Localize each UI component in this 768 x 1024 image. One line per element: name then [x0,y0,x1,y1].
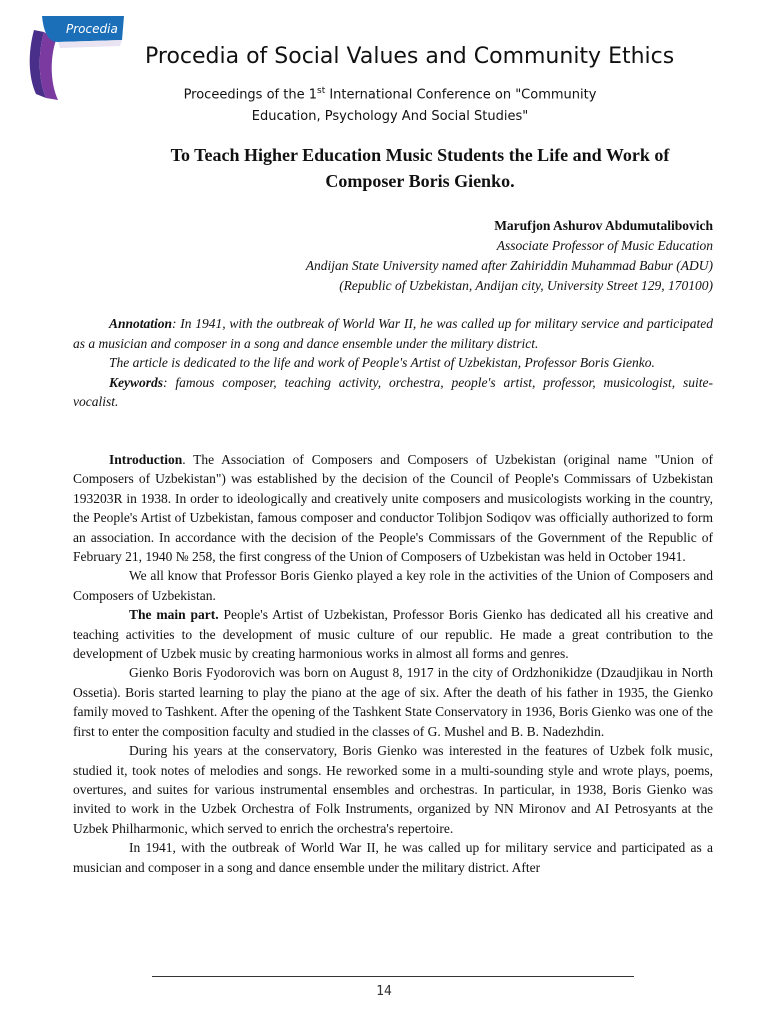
main-part-text: People's Artist of Uzbekistan, Professor Boris Gienko has dedicated all his creative and teaching activities to the development of music culture of our republic. He made a great contribution to the development of Uzbek music by creating harmonious works in almost all forms and genres. [73,607,713,662]
proceedings-line [150,80,630,128]
body-paragraph: Gienko Boris Fyodorovich was born on August 8, 1917 in the city of Ordzhonikidze (Dzaudjikau in North Ossetia). Boris started learning to play the piano at the age of six. After the death of his father in 1935, the Gienko family moved to Tashkent. After the opening of the Tashkent State Conservatory in 1936, Boris Gienko was one of the first to enter the composition faculty and studied in the classes of G. Mushel and B. B. Nadezhdin. [73,665,713,739]
proceedings-post: International Conference on "Community Education, Psychology And Social Studies" [251,87,597,125]
introduction-label: Introduction [109,452,183,467]
introduction-paragraph [73,450,713,566]
body-paragraph: In 1941, with the outbreak of World War II, he was called up for military service and participated as a musician and composer in a song and dance ensemble under the military district. After [73,840,713,875]
keywords-text: : famous composer, teaching activity, orchestra, people's artist, professor, musicologist, suite-vocalist. [73,374,713,409]
keywords-paragraph [73,373,713,412]
main-part-label: The main part. [129,607,219,623]
paper-title: To Teach Higher Education Music Students the Life and Work of Composer Boris Gienko. [170,145,670,191]
author-position: Associate Professor of Music Education [496,238,713,253]
book-logo-icon [24,12,128,104]
annotation-label: Annotation [109,316,173,331]
dedication-paragraph: The article is dedicated to the life and work of People's Artist of Uzbekistan, Professor Boris Gienko. [109,355,655,370]
logo-text: Procedia [66,22,118,36]
proceedings-sup: st [317,86,326,96]
author-block [113,216,713,296]
main-part-paragraph [73,605,713,663]
body-paragraph: During his years at the conservatory, Boris Gienko was interested in the features of Uzbek folk music, studied it, took notes of melodies and songs. He reworked some in a multi-sounding style and wrote plays, poems, overtures, and suites for various instrumental ensembles and orchestras. In particular, in 1938, Boris Gienko was invited to work in the Uzbek Orchestra of Folk Instruments, organized by NN Mironov and AI Petrosyants at the Uzbek Philharmonic, which served to enrich the orchestra's repertoire. [73,743,713,836]
proceedings-pre: Proceedings of the 1 [183,87,317,103]
body-paragraph: We all know that Professor Boris Gienko played a key role in the activities of the Union of Composers and Composers of Uzbekistan. [73,568,713,603]
keywords-label: Keywords [109,374,163,390]
body-text [73,450,713,877]
author-name: Marufjon Ashurov Abdumutalibovich [494,218,713,233]
annotation-paragraph [73,314,713,353]
abstract [73,314,713,412]
annotation-text: : In 1941, with the outbreak of World War II, he was called up for military service and participated as a musician and composer in a song and dance ensemble under the military district. [73,316,713,351]
procedia-logo [24,12,128,104]
introduction-text: . The Association of Composers and Composers of Uzbekistan (original name "Union of Composers of Uzbekistan") was established by the decision of the Council of People's Commissars of Uzbekistan 193203R in 1938. In order to ideologically and creatively unite composers and musicologists working in the country, the People's Artist of Uzbekistan, famous composer and conductor Tolibjon Sodiqov was officially authorized to form an association. In accordance with the decision of the People's Commissars of the Government of the Republic of February 21, 1940 № 258, the first congress of the Union of Composers of Uzbekistan was held in October 1941. [73,452,713,565]
page-number: 14 [376,984,392,999]
journal-title: Procedia of Social Values and Community Ethics [145,44,675,69]
author-university: Andijan State University named after Zahiriddin Muhammad Babur (ADU) [305,258,713,273]
footer-rule [152,976,634,977]
author-address: (Republic of Uzbekistan, Andijan city, University Street 129, 170100) [339,278,713,293]
